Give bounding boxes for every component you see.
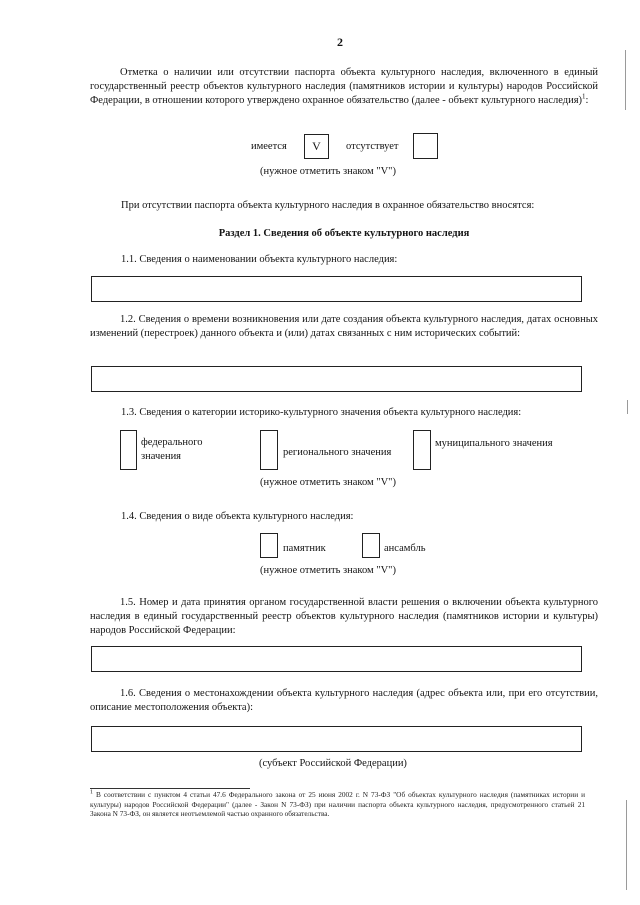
question-1-6-text: 1.6. Сведения о местонахождении объекта культурного наследия (адрес объекта или, при его отсутствии, описание местоположения объекта): [90,688,598,713]
name-field[interactable] [91,276,582,302]
municipal-checkbox[interactable] [413,430,431,470]
footnote-ref: 1 [582,92,586,101]
question-1-6 [90,687,598,715]
regional-checkbox[interactable] [260,430,278,470]
kind-hint: (нужное отметить знаком "V") [260,565,396,576]
subject-caption: (субъект Российской Федерации) [259,758,407,769]
footnote [90,790,585,819]
monument-checkbox[interactable] [260,533,278,558]
question-1-2-text: 1.2. Сведения о времени возникновения или дате создания объекта культурного наследия, датах основных изменений (перестроек) данного объекта и (или) датах связанных с ним исторических событий: [90,314,598,339]
passport-absent-checkbox[interactable] [413,133,438,159]
dates-field[interactable] [91,366,582,392]
passport-absent-label: отсутствует [346,141,399,152]
federal-checkbox[interactable] [120,430,137,470]
question-1-4: 1.4. Сведения о виде объекта культурного наследия: [121,511,354,522]
regional-label: регионального значения [283,447,392,458]
scan-edge-mark [627,400,628,414]
category-hint: (нужное отметить знаком "V") [260,477,396,488]
monument-label: памятник [283,543,326,554]
section-1-title: Раздел 1. Сведения об объекте культурного наследия [218,228,470,239]
question-1-5-text: 1.5. Номер и дата принятия органом государственной власти решения о включении объекта культурного наследия в единый государственный реестр объектов культурного наследия (памятников истории и культуры) народов Российской Федерации: [90,597,598,636]
absence-note: При отсутствии паспорта объекта культурного наследия в охранное обязательство вносятся: [121,200,535,211]
ensemble-label: ансамбль [384,543,426,554]
ensemble-checkbox[interactable] [362,533,380,558]
footnote-marker: 1 [90,789,93,796]
footnote-divider [90,788,250,789]
passport-hint: (нужное отметить знаком "V") [260,166,396,177]
question-1-3: 1.3. Сведения о категории историко-культурного значения объекта культурного наследия: [121,407,522,418]
passport-has-checkbox[interactable]: V [304,134,329,159]
registry-decision-field[interactable] [91,646,582,672]
intro-paragraph [90,66,598,108]
question-1-5 [90,596,598,638]
question-1-1: 1.1. Сведения о наименовании объекта культурного наследия: [121,254,398,265]
municipal-label: муниципального значения [435,438,553,449]
federal-label: федерального значения [141,437,203,462]
intro-colon: : [585,95,589,106]
footnote-text: В соответствии с пунктом 4 статьи 47.6 Федерального закона от 25 июня 2002 г. N 73-ФЗ "Об объектах культурного наследия (памятниках истории и культуры) народов Российской Федерации" (далее - Закон N 73-ФЗ) при наличии паспорта объекта культурного наследия, предусмотренного статьей 21 Закона N 73-ФЗ, он является неотъемлемой частью охранного обязательства. [90,790,585,819]
scan-edge-mark [626,800,627,890]
question-1-2 [90,313,598,341]
location-field[interactable] [91,726,582,752]
passport-has-label: имеется [251,141,287,152]
intro-text: Отметка о наличии или отсутствии паспорта объекта культурного наследия, включенного в единый государственный реестр объектов культурного наследия (памятников истории и культуры) народов Российской Федерации, в отношении которого утверждено охранное обязательство (далее - объект культурного наследия) [90,67,598,106]
scan-edge-mark [625,50,626,110]
page-number: 2 [337,35,343,49]
